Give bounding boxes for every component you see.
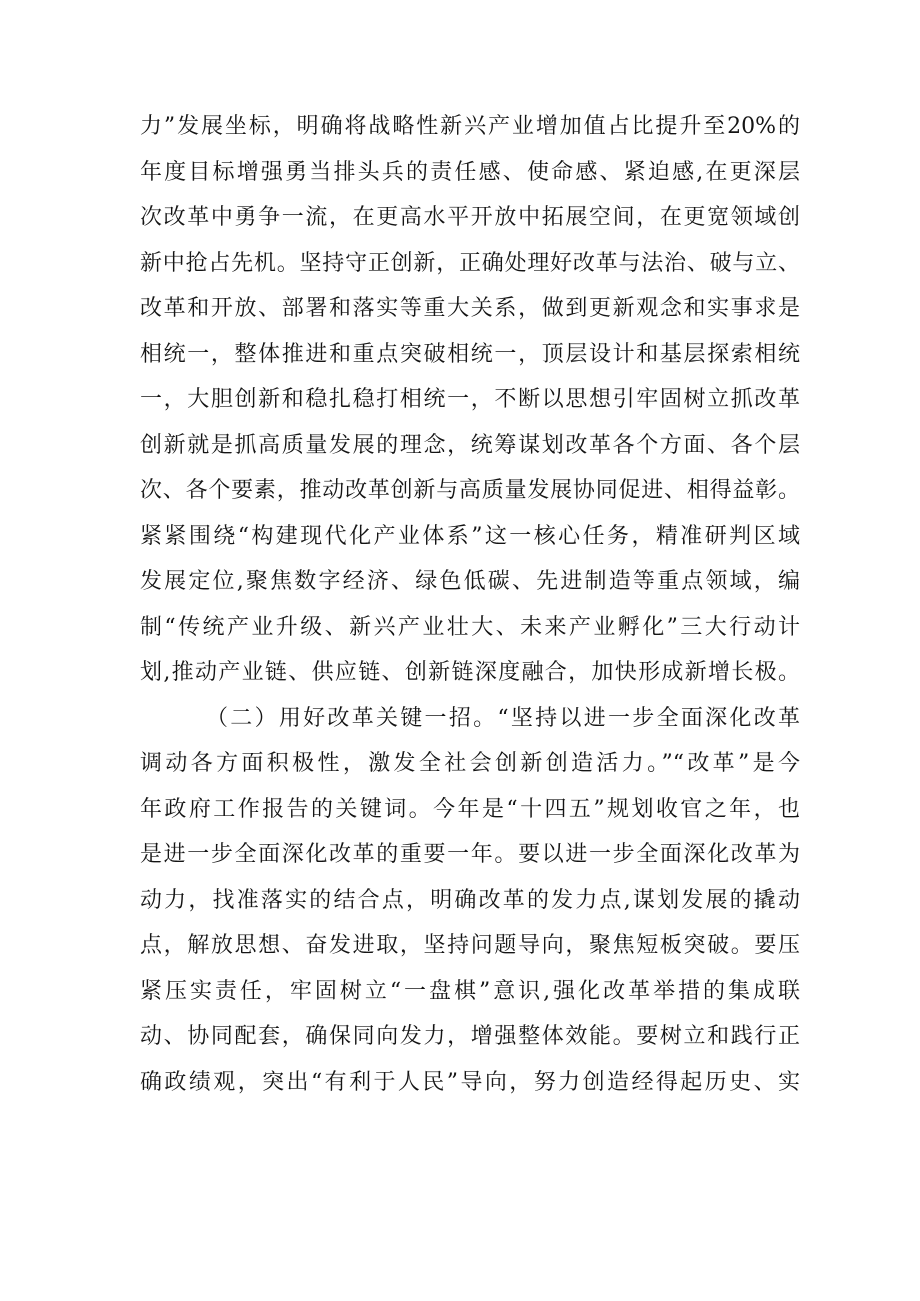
text-line: 动力，找准落实的结合点，明确改革的发力点,谋划发展的撬动 (140, 887, 800, 913)
text-line: 制“传统产业升级、新兴产业壮大、未来产业孵化”三大行动计 (140, 614, 800, 640)
text-line: 年政府工作报告的关键词。今年是“十四五”规划收官之年，也 (140, 796, 800, 822)
text-line: 紧压实责任，牢固树立“一盘棋”意识,强化改革举措的集成联 (140, 978, 800, 1004)
text-line: 划,推动产业链、供应链、创新链深度融合，加快形成新增长极。 (140, 660, 800, 685)
text-line: 改革和开放、部署和落实等重大关系，做到更新观念和实事求是 (140, 296, 800, 321)
text-line: 是进一步全面深化改革的重要一年。要以进一步全面深化改革为 (140, 842, 800, 867)
text-line: 动、协同配套，确保同向发力，增强整体效能。要树立和践行正 (140, 1024, 800, 1049)
body-text (140, 104, 800, 1105)
text-line: 发展定位,聚焦数字经济、绿色低碳、先进制造等重点领域，编 (140, 569, 800, 594)
text-line: 新中抢占先机。坚持守正创新，正确处理好改革与法治、破与立、 (140, 250, 800, 276)
text-line: 力”发展坐标，明确将战略性新兴产业增加值占比提升至20%的 (140, 114, 800, 139)
text-line: 次、各个要素，推动改革创新与高质量发展协同促进、相得益彰。 (140, 478, 800, 503)
text-line: 年度目标增强勇当排头兵的责任感、使命感、紧迫感,在更深层 (140, 159, 800, 185)
text-line: 确政绩观，突出“有利于人民”导向，努力创造经得起历史、实 (140, 1069, 800, 1095)
section-heading-line: （二）用好改革关键一招。“坚持以进一步全面深化改革 (206, 705, 800, 731)
text-line: 创新就是抓高质量发展的理念，统筹谋划改革各个方面、各个层 (140, 432, 800, 458)
text-line: 次改革中勇争一流，在更高水平开放中拓展空间，在更宽领域创 (140, 205, 800, 230)
text-line: 点，解放思想、奋发进取，坚持问题导向，聚焦短板突破。要压 (140, 933, 800, 958)
text-line: 一，大胆创新和稳扎稳打相统一，不断以思想引牢固树立抓改革 (140, 387, 800, 412)
text-line: 调动各方面积极性，激发全社会创新创造活力。”“改革”是今 (140, 751, 800, 776)
text-line: 紧紧围绕“构建现代化产业体系”这一核心任务，精准研判区域 (140, 523, 800, 549)
text-line: 相统一，整体推进和重点突破相统一，顶层设计和基层探索相统 (140, 341, 800, 367)
